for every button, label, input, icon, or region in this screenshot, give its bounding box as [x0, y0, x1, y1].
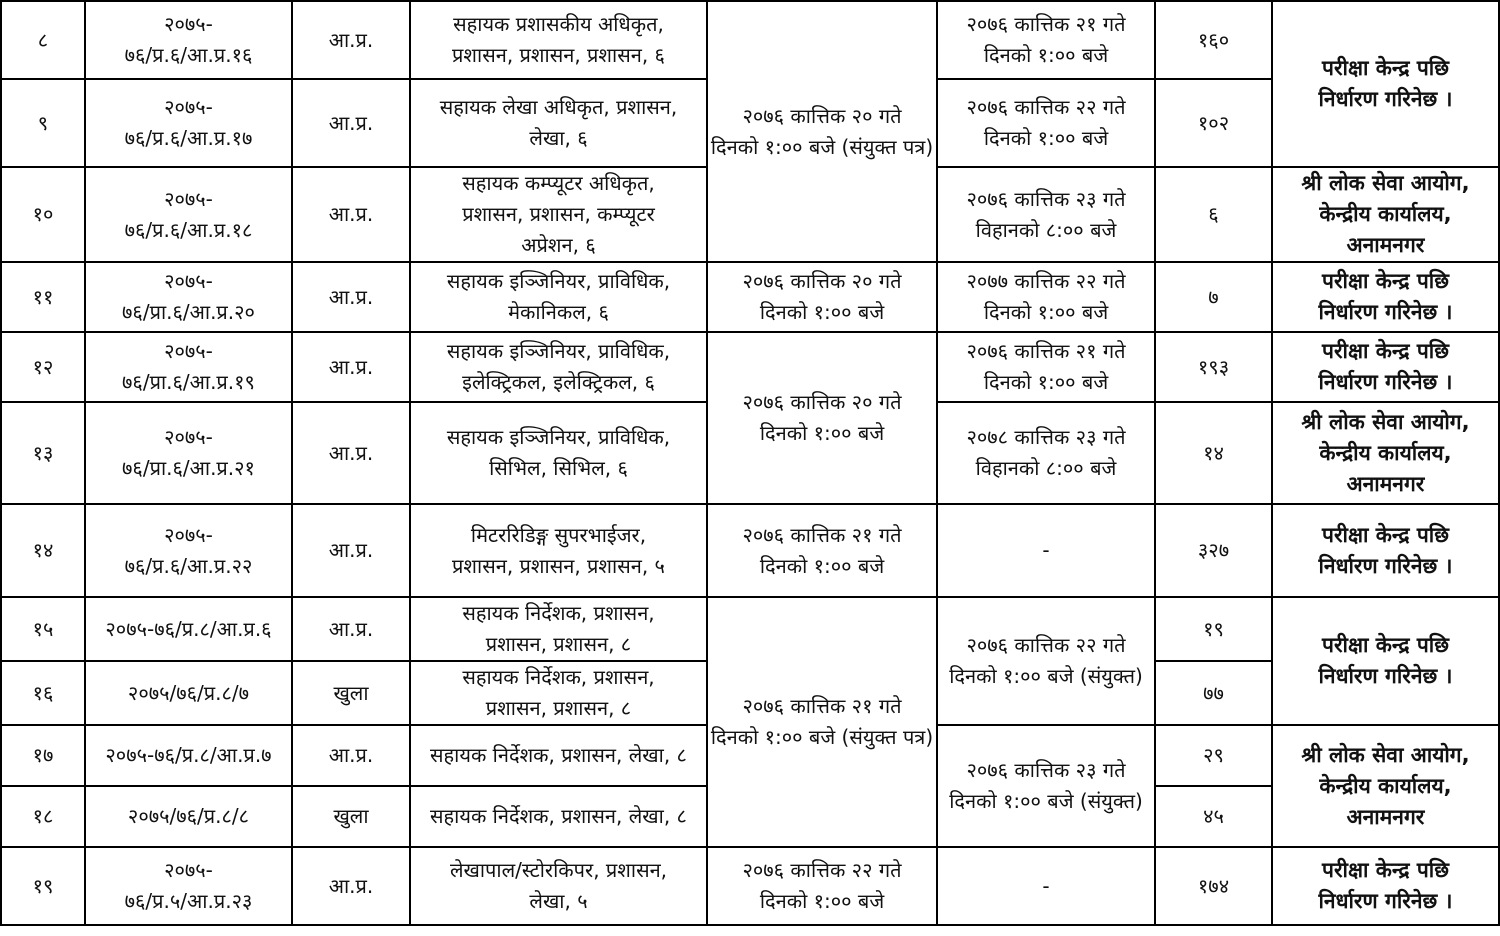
table-row: [1, 847, 1499, 925]
post-title: सहायक लेखा अधिकृत, प्रशासन, लेखा, ६: [410, 79, 707, 167]
advertisement-code: २०७५- ७६/प्र.६/आ.प्र.१८: [85, 167, 292, 262]
exam-date: २०७६ कात्तिक २३ गते दिनको १:०० बजे (संयुक्त): [937, 725, 1155, 847]
exam-date: २०७६ कात्तिक २१ गते दिनको १:०० बजे: [937, 1, 1155, 79]
exam-center: परीक्षा केन्द्र पछि निर्धारण गरिनेछ ।: [1272, 1, 1499, 167]
table-row: [1, 597, 1499, 661]
serial-number: १४: [1, 504, 85, 597]
post-title: सहायक निर्देशक, प्रशासन, प्रशासन, प्रशासन, ८: [410, 597, 707, 661]
exam-center: श्री लोक सेवा आयोग, केन्द्रीय कार्यालय, अनामनगर: [1272, 402, 1499, 504]
exam-date: २०७६ कात्तिक २३ गते विहानको ८:०० बजे: [937, 167, 1155, 262]
exam-date: -: [937, 504, 1155, 597]
serial-number: १७: [1, 725, 85, 786]
written-exam-date: २०७६ कात्तिक २० गते दिनको १:०० बजे: [707, 332, 937, 504]
exam-date: -: [937, 847, 1155, 925]
advertisement-code: २०७५-७६/प्र.८/आ.प्र.७: [85, 725, 292, 786]
exam-center: परीक्षा केन्द्र पछि निर्धारण गरिनेछ ।: [1272, 597, 1499, 725]
written-exam-date: २०७६ कात्तिक २१ गते दिनको १:०० बजे (संयुक्त पत्र): [707, 597, 937, 847]
serial-number: १३: [1, 402, 85, 504]
post-title: लेखापाल/स्टोरकिपर, प्रशासन, लेखा, ५: [410, 847, 707, 925]
advertisement-code: २०७५- ७६/प्रा.६/आ.प्र.२०: [85, 262, 292, 332]
recruitment-type: आ.प्र.: [292, 167, 410, 262]
serial-number: ८: [1, 1, 85, 79]
candidate-count: ३२७: [1155, 504, 1272, 597]
exam-center: परीक्षा केन्द्र पछि निर्धारण गरिनेछ ।: [1272, 262, 1499, 332]
exam-center: श्री लोक सेवा आयोग, केन्द्रीय कार्यालय, अनामनगर: [1272, 167, 1499, 262]
serial-number: १६: [1, 661, 85, 725]
post-title: सहायक इञ्जिनियर, प्राविधिक, इलेक्ट्रिकल, इलेक्ट्रिकल, ६: [410, 332, 707, 402]
post-title: सहायक निर्देशक, प्रशासन, लेखा, ८: [410, 725, 707, 786]
exam-center: परीक्षा केन्द्र पछि निर्धारण गरिनेछ ।: [1272, 847, 1499, 925]
candidate-count: १६०: [1155, 1, 1272, 79]
candidate-count: २९: [1155, 725, 1272, 786]
serial-number: १२: [1, 332, 85, 402]
advertisement-code: २०७५- ७६/प्र.६/आ.प्र.१७: [85, 79, 292, 167]
advertisement-code: २०७५- ७६/प्रा.६/आ.प्र.२१: [85, 402, 292, 504]
serial-number: १५: [1, 597, 85, 661]
recruitment-type: आ.प्र.: [292, 402, 410, 504]
written-exam-date: २०७६ कात्तिक २२ गते दिनको १:०० बजे: [707, 847, 937, 925]
candidate-count: ७: [1155, 262, 1272, 332]
advertisement-code: २०७५-७६/प्र.८/आ.प्र.६: [85, 597, 292, 661]
exam-date: २०७७ कात्तिक २२ गते दिनको १:०० बजे: [937, 262, 1155, 332]
post-title: मिटररिडिङ्ग सुपरभाईजर, प्रशासन, प्रशासन, प्रशासन, ५: [410, 504, 707, 597]
serial-number: १९: [1, 847, 85, 925]
post-title: सहायक इञ्जिनियर, प्राविधिक, मेकानिकल, ६: [410, 262, 707, 332]
recruitment-type: खुला: [292, 661, 410, 725]
written-exam-date: २०७६ कात्तिक २० गते दिनको १:०० बजे (संयुक्त पत्र): [707, 1, 937, 262]
exam-date: २०७६ कात्तिक २२ गते दिनको १:०० बजे (संयुक्त): [937, 597, 1155, 725]
candidate-count: १९: [1155, 597, 1272, 661]
exam-date: २०७६ कात्तिक २२ गते दिनको १:०० बजे: [937, 79, 1155, 167]
candidate-count: ७७: [1155, 661, 1272, 725]
table-row: [1, 262, 1499, 332]
written-exam-date: २०७६ कात्तिक २० गते दिनको १:०० बजे: [707, 262, 937, 332]
candidate-count: ४५: [1155, 786, 1272, 847]
serial-number: ११: [1, 262, 85, 332]
advertisement-code: २०७५/७६/प्र.८/७: [85, 661, 292, 725]
post-title: सहायक कम्प्यूटर अधिकृत, प्रशासन, प्रशासन, कम्प्यूटर अप्रेशन, ६: [410, 167, 707, 262]
candidate-count: १७४: [1155, 847, 1272, 925]
table-row: [1, 504, 1499, 597]
recruitment-type: आ.प्र.: [292, 332, 410, 402]
serial-number: ९: [1, 79, 85, 167]
candidate-count: ६: [1155, 167, 1272, 262]
recruitment-type: आ.प्र.: [292, 725, 410, 786]
recruitment-type: आ.प्र.: [292, 504, 410, 597]
candidate-count: १९३: [1155, 332, 1272, 402]
advertisement-code: २०७५/७६/प्र.८/८: [85, 786, 292, 847]
post-title: सहायक निर्देशक, प्रशासन, प्रशासन, प्रशासन, ८: [410, 661, 707, 725]
recruitment-type: खुला: [292, 786, 410, 847]
candidate-count: १०२: [1155, 79, 1272, 167]
advertisement-code: २०७५- ७६/प्रा.६/आ.प्र.१९: [85, 332, 292, 402]
post-title: सहायक निर्देशक, प्रशासन, लेखा, ८: [410, 786, 707, 847]
recruitment-type: आ.प्र.: [292, 262, 410, 332]
serial-number: १८: [1, 786, 85, 847]
exam-date: २०७८ कात्तिक २३ गते विहानको ८:०० बजे: [937, 402, 1155, 504]
advertisement-code: २०७५- ७६/प्र.६/आ.प्र.१६: [85, 1, 292, 79]
recruitment-type: आ.प्र.: [292, 597, 410, 661]
exam-center: श्री लोक सेवा आयोग, केन्द्रीय कार्यालय, अनामनगर: [1272, 725, 1499, 847]
exam-date: २०७६ कात्तिक २१ गते दिनको १:०० बजे: [937, 332, 1155, 402]
table-row: [1, 332, 1499, 402]
advertisement-code: २०७५- ७६/प्र.६/आ.प्र.२२: [85, 504, 292, 597]
candidate-count: १४: [1155, 402, 1272, 504]
recruitment-type: आ.प्र.: [292, 847, 410, 925]
post-title: सहायक प्रशासकीय अधिकृत, प्रशासन, प्रशासन, प्रशासन, ६: [410, 1, 707, 79]
exam-center: परीक्षा केन्द्र पछि निर्धारण गरिनेछ ।: [1272, 332, 1499, 402]
serial-number: १०: [1, 167, 85, 262]
post-title: सहायक इञ्जिनियर, प्राविधिक, सिभिल, सिभिल, ६: [410, 402, 707, 504]
recruitment-type: आ.प्र.: [292, 1, 410, 79]
exam-center: परीक्षा केन्द्र पछि निर्धारण गरिनेछ ।: [1272, 504, 1499, 597]
table-row: [1, 1, 1499, 79]
written-exam-date: २०७६ कात्तिक २१ गते दिनको १:०० बजे: [707, 504, 937, 597]
advertisement-code: २०७५- ७६/प्र.५/आ.प्र.२३: [85, 847, 292, 925]
recruitment-type: आ.प्र.: [292, 79, 410, 167]
